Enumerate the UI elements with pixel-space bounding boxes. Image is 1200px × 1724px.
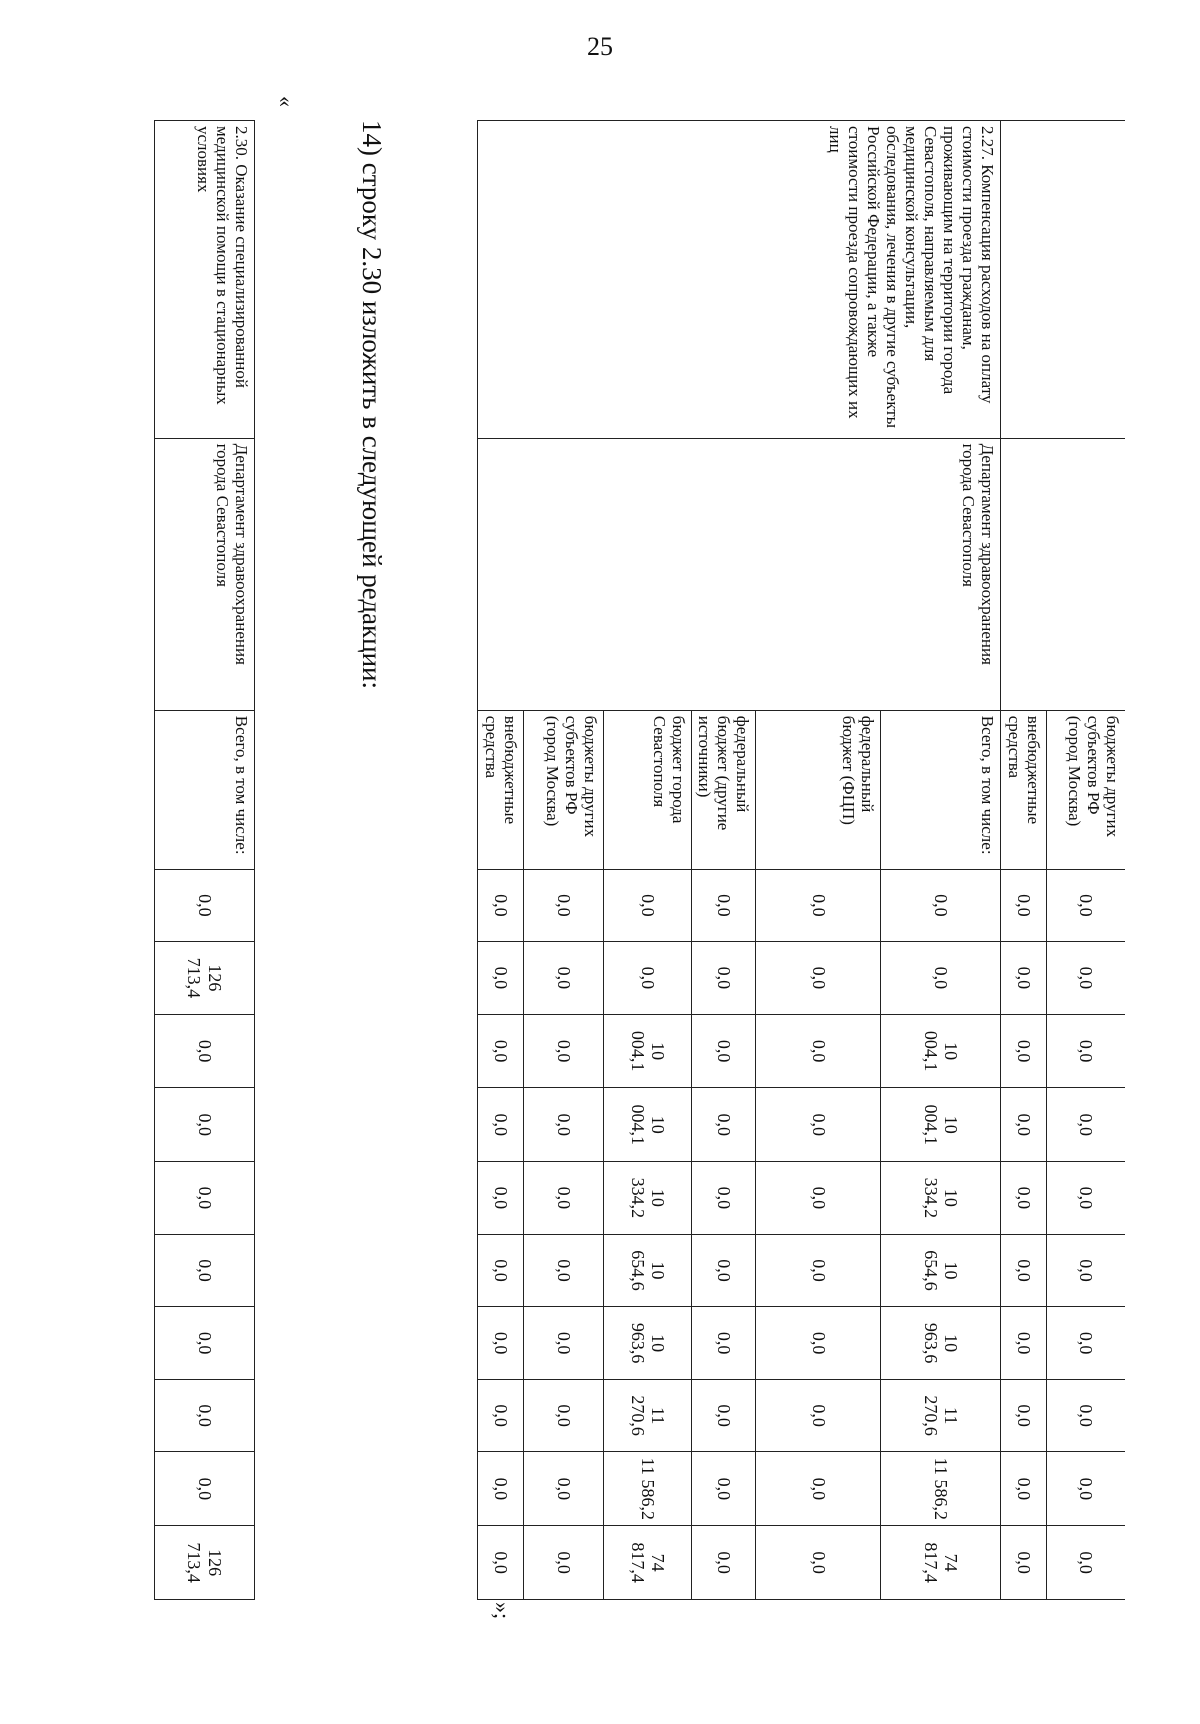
value-cell: 0,0: [524, 1014, 604, 1088]
value-cell: 0,0: [692, 1379, 756, 1452]
value-cell: 0,0: [756, 1307, 881, 1380]
value-cell: 0,0: [756, 869, 881, 942]
value-cell: 0,0: [524, 1526, 604, 1600]
value-cell: 10 963,6: [604, 1307, 692, 1380]
value-cell: 0,0: [604, 869, 692, 942]
value-cell: 0,0: [692, 1452, 756, 1526]
value-cell: 0,0: [1047, 1526, 1125, 1600]
value-cell: 0,0: [756, 1014, 881, 1088]
value-cell: 0,0: [756, 1162, 881, 1235]
value-cell: 0,0: [692, 1088, 756, 1162]
value-cell: 0,0: [478, 942, 524, 1015]
funding-source-cell: внебюджетные средства: [1001, 710, 1047, 869]
value-cell: 10 004,1: [881, 1088, 1001, 1162]
funding-source-cell: бюджет города Севастополя: [604, 710, 692, 869]
value-cell: 0,0: [155, 1014, 255, 1088]
value-cell: 0,0: [1047, 1162, 1125, 1235]
value-cell: 0,0: [1001, 1526, 1047, 1600]
value-cell: 10 654,6: [604, 1234, 692, 1307]
opening-quote: «: [274, 96, 299, 107]
funding-source-cell: бюджеты других субъектов РФ (город Москва): [1047, 710, 1125, 869]
value-cell: 0,0: [1047, 1452, 1125, 1526]
row-fragment-empty-cell: [1001, 438, 1125, 710]
value-cell: 10 654,6: [881, 1234, 1001, 1307]
value-cell: 0,0: [692, 869, 756, 942]
value-cell: 0,0: [756, 1234, 881, 1307]
table-row: [1047, 121, 1125, 1600]
funding-source-cell: федеральный бюджет (другие источники): [692, 710, 756, 869]
value-cell: 126 713,4: [155, 1526, 255, 1600]
value-cell: 0,0: [1001, 1162, 1047, 1235]
value-cell: 0,0: [155, 1379, 255, 1452]
amendment-text: 14) строку 2.30 изложить в следующей редакции:: [357, 120, 387, 690]
value-cell: 10 334,2: [604, 1162, 692, 1235]
value-cell: 0,0: [478, 869, 524, 942]
table-row: [881, 121, 1001, 1600]
value-cell: 0,0: [478, 1452, 524, 1526]
value-cell: 0,0: [478, 1162, 524, 1235]
value-cell: 0,0: [1047, 1234, 1125, 1307]
measure-name-cell: 2.30. Оказание специализированной медицинской помощи в стационарных условиях: [155, 121, 255, 439]
funding-source-cell: федеральный бюджет (ФЦП): [756, 710, 881, 869]
row-fragment-empty-cell: [1001, 121, 1125, 439]
value-cell: 0,0: [524, 869, 604, 942]
value-cell: 10 004,1: [881, 1014, 1001, 1088]
value-cell: 0,0: [756, 1526, 881, 1600]
value-cell: 0,0: [155, 1307, 255, 1380]
value-cell: 0,0: [478, 1014, 524, 1088]
value-cell: 0,0: [692, 1234, 756, 1307]
value-cell: 0,0: [756, 942, 881, 1015]
value-cell: 0,0: [524, 1452, 604, 1526]
value-cell: 0,0: [524, 1162, 604, 1235]
rotated-sheet: [175, 90, 1125, 1620]
value-cell: 0,0: [756, 1379, 881, 1452]
value-cell: 0,0: [604, 942, 692, 1015]
value-cell: 0,0: [478, 1379, 524, 1452]
value-cell: 0,0: [155, 1234, 255, 1307]
page-number: 25: [587, 32, 613, 61]
value-cell: 74 817,4: [604, 1526, 692, 1600]
value-cell: 0,0: [478, 1307, 524, 1380]
value-cell: 0,0: [692, 1526, 756, 1600]
value-cell: 0,0: [1047, 1088, 1125, 1162]
value-cell: 0,0: [692, 1307, 756, 1380]
value-cell: 0,0: [692, 942, 756, 1015]
value-cell: 0,0: [1047, 1307, 1125, 1380]
value-cell: 0,0: [881, 869, 1001, 942]
value-cell: 0,0: [1001, 1307, 1047, 1380]
value-cell: 74 817,4: [881, 1526, 1001, 1600]
value-cell: 0,0: [692, 1162, 756, 1235]
value-cell: 0,0: [478, 1234, 524, 1307]
value-cell: 0,0: [478, 1088, 524, 1162]
value-cell: 0,0: [1001, 869, 1047, 942]
value-cell: 10 334,2: [881, 1162, 1001, 1235]
value-cell: 0,0: [1001, 1014, 1047, 1088]
value-cell: 10 004,1: [604, 1014, 692, 1088]
value-cell: 0,0: [756, 1452, 881, 1526]
value-cell: 0,0: [524, 1234, 604, 1307]
funding-source-cell: Всего, в том числе:: [881, 710, 1001, 869]
value-cell: 0,0: [155, 1088, 255, 1162]
funding-source-cell: бюджеты других субъектов РФ (город Москва): [524, 710, 604, 869]
value-cell: 0,0: [1001, 1452, 1047, 1526]
value-cell: 0,0: [524, 1088, 604, 1162]
value-cell: 0,0: [524, 1307, 604, 1380]
value-cell: 0,0: [1001, 1088, 1047, 1162]
closing-quote: »;: [490, 1602, 515, 1620]
value-cell: 10 004,1: [604, 1088, 692, 1162]
value-cell: 126 713,4: [155, 942, 255, 1015]
value-cell: 0,0: [1001, 1234, 1047, 1307]
value-cell: 0,0: [756, 1088, 881, 1162]
value-cell: 0,0: [1047, 1014, 1125, 1088]
value-cell: 0,0: [155, 1162, 255, 1235]
row-2-30-table: [154, 120, 255, 1600]
funding-source-cell: Всего, в том числе:: [155, 710, 255, 869]
value-cell: 0,0: [1047, 869, 1125, 942]
value-cell: 0,0: [478, 1526, 524, 1600]
value-cell: 0,0: [692, 1014, 756, 1088]
value-cell: 0,0: [1047, 942, 1125, 1015]
value-cell: 11 586,2: [604, 1452, 692, 1526]
value-cell: 0,0: [1047, 1379, 1125, 1452]
value-cell: 0,0: [524, 942, 604, 1015]
value-cell: 0,0: [155, 869, 255, 942]
executor-cell: Департамент здравоохранения города Севастополя: [155, 438, 255, 710]
value-cell: 0,0: [1001, 942, 1047, 1015]
measure-name-cell: 2.27. Компенсация расходов на оплату стоимости проезда гражданам, проживающим на территории города Севастополя, направляемым для медицинской консультации, обследования, лечения в другие субъекты Российской Федерации, а также стоимости проезда сопровождающих их лиц: [478, 121, 1001, 439]
value-cell: 0,0: [524, 1379, 604, 1452]
value-cell: 10 963,6: [881, 1307, 1001, 1380]
value-cell: 11 586,2: [881, 1452, 1001, 1526]
value-cell: 11 270,6: [604, 1379, 692, 1452]
table-row: [155, 121, 255, 1600]
financing-table-fragment: [477, 120, 1125, 1600]
value-cell: 0,0: [155, 1452, 255, 1526]
value-cell: 11 270,6: [881, 1379, 1001, 1452]
value-cell: 0,0: [1001, 1379, 1047, 1452]
value-cell: 0,0: [881, 942, 1001, 1015]
funding-source-cell: внебюджетные средства: [478, 710, 524, 869]
executor-cell: Департамент здравоохранения города Севастополя: [478, 438, 1001, 710]
